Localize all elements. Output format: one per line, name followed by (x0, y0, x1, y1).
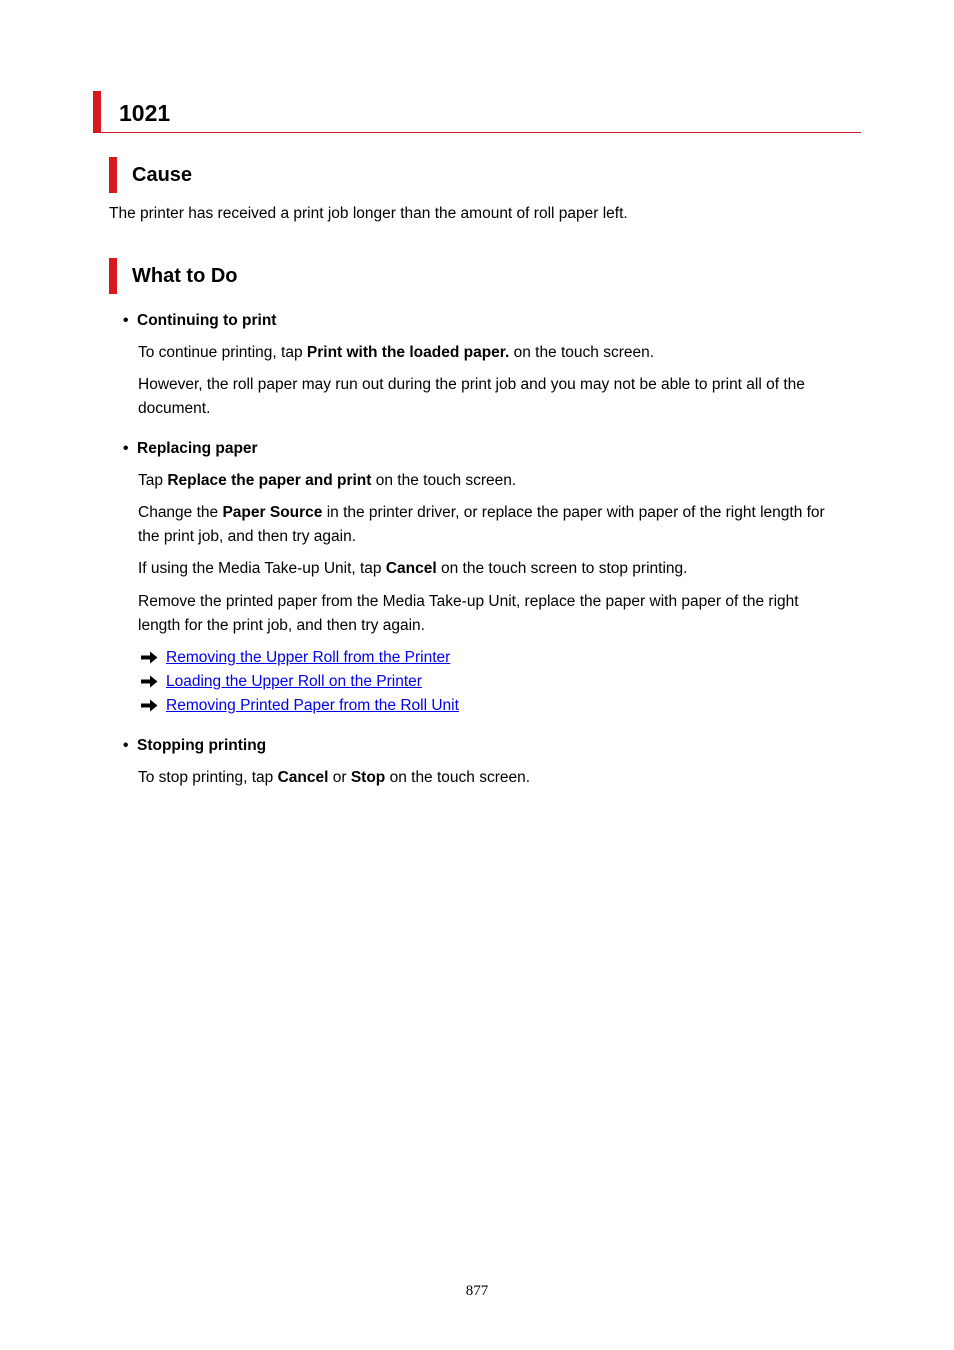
arrow-right-icon (141, 699, 158, 712)
replacing-p4-line1: Remove the printed paper from the Media Take-up Unit, replace the paper with paper of the right (138, 593, 799, 610)
replacing-p2-line2: the print job, and then try again. (138, 528, 357, 545)
replacing-p3: If using the Media Take-up Unit, tap Cancel on the touch screen to stop printing. (138, 560, 688, 577)
bullet-continuing: • Continuing to print (123, 309, 276, 333)
link-text[interactable]: Loading the Upper Roll on the Printer (166, 673, 422, 690)
arrow-right-icon (141, 675, 158, 688)
bullet-dot-icon: • (123, 737, 129, 754)
continuing-p2-line2: document. (138, 400, 211, 417)
bullet-replacing: • Replacing paper (123, 437, 258, 461)
bullet-stopping: • Stopping printing (123, 734, 266, 758)
cause-heading-text: Cause (132, 164, 193, 186)
continuing-p2-line1: However, the roll paper may run out during the print job and you may not be able to print all of the (138, 376, 805, 393)
stopping-p1: To stop printing, tap Cancel or Stop on the touch screen. (138, 769, 531, 786)
arrow-right-icon (141, 651, 158, 664)
link-removing-upper-roll[interactable] (141, 646, 450, 670)
heading-accent-bar (109, 258, 117, 294)
link-loading-upper-roll[interactable] (141, 670, 422, 694)
page-heading (93, 91, 861, 133)
replacing-p4-line2: length for the print job, and then try again. (138, 617, 425, 634)
link-text[interactable]: Removing Printed Paper from the Roll Unit (166, 697, 459, 714)
replacing-p1: Tap Replace the paper and print on the touch screen. (138, 472, 517, 489)
cause-text: The printer has received a print job longer than the amount of roll paper left. (109, 205, 628, 222)
what-to-do-heading-text: What to Do (132, 265, 238, 287)
page-title: 1021 (119, 100, 171, 126)
heading-accent-bar (93, 91, 101, 133)
continuing-p1: To continue printing, tap Print with the loaded paper. on the touch screen. (138, 344, 655, 361)
link-text[interactable]: Removing the Upper Roll from the Printer (166, 649, 451, 666)
replacing-p2-line1: Change the Paper Source in the printer driver, or replace the paper with paper of the right length for (138, 504, 825, 521)
page-number: 877 (465, 1283, 489, 1299)
bullet-dot-icon: • (123, 440, 129, 457)
link-removing-printed-paper[interactable] (141, 694, 459, 718)
heading-accent-bar (109, 157, 117, 193)
bullet-dot-icon: • (123, 312, 129, 329)
